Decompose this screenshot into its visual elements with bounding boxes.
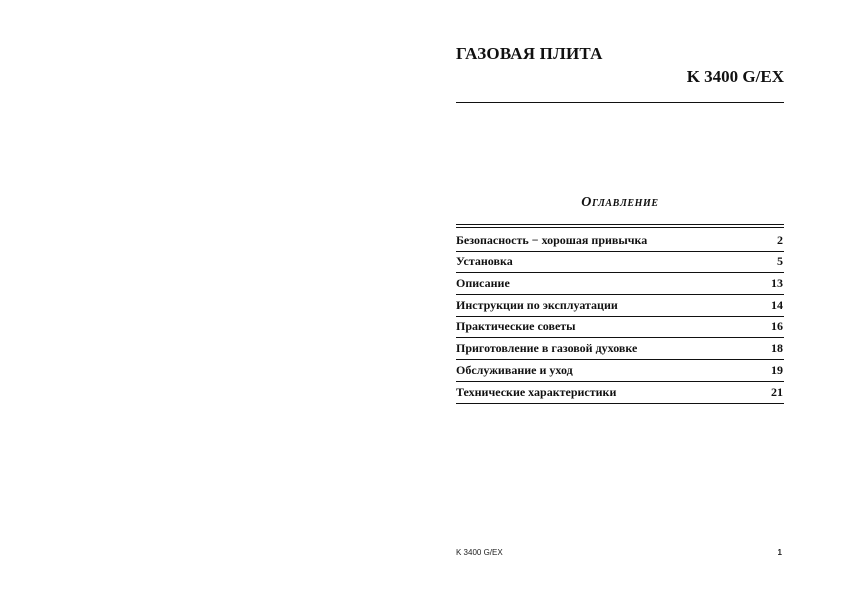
footer-page-number: 1 [777, 548, 782, 557]
toc-item-specifications [456, 382, 784, 404]
toc-item-label: Безопасность − хорошая привычка [456, 232, 648, 247]
toc-item-page: 5 [777, 254, 783, 269]
toc-item-page: 16 [771, 319, 783, 334]
toc-item-page: 14 [771, 297, 783, 312]
toc-item-label: Установка [456, 254, 513, 269]
table-of-contents [456, 230, 784, 404]
toc-item-label: Инструкции по эксплуатации [456, 297, 618, 312]
toc-item-label: Технические характеристики [456, 384, 617, 399]
toc-item-page: 19 [771, 362, 783, 377]
toc-item-label: Обслуживание и уход [456, 362, 573, 377]
title-divider [456, 102, 784, 103]
model-title: K 3400 G/EX [686, 67, 784, 86]
footer-model: K 3400 G/EX [456, 548, 503, 557]
toc-item-label: Описание [456, 276, 510, 291]
toc-item-page: 18 [771, 341, 783, 356]
toc-item-label: Приготовление в газовой духовке [456, 341, 638, 356]
toc-item-page: 2 [777, 232, 783, 247]
toc-item-operating-instructions [456, 295, 784, 317]
toc-item-installation [456, 252, 784, 274]
toc-item-practical-tips [456, 317, 784, 339]
toc-item-label: Практические советы [456, 319, 576, 334]
toc-heading: Оглавление [581, 195, 659, 210]
toc-top-divider [456, 224, 784, 228]
toc-item-gas-oven-cooking [456, 338, 784, 360]
toc-item-safety [456, 230, 784, 252]
toc-item-description [456, 273, 784, 295]
toc-item-page: 13 [771, 276, 783, 291]
toc-item-maintenance [456, 360, 784, 382]
toc-item-page: 21 [771, 384, 783, 399]
document-title: ГАЗОВАЯ ПЛИТА [456, 44, 603, 63]
